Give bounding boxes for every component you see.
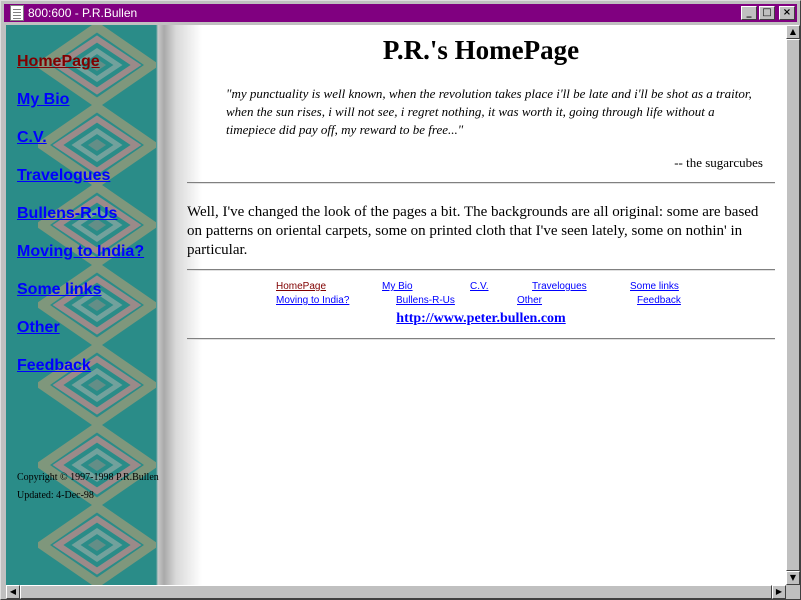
vertical-scrollbar[interactable] (786, 25, 800, 585)
arrow-down-icon[interactable]: ▼ (786, 571, 800, 585)
footer-link-other[interactable]: Other (517, 295, 543, 306)
intro-paragraph: Well, I've changed the look of the pages a bit. The backgrounds are all original: some are based on patterns on oriental carpets, some on printed cloth that I've seen lately, some on nothin' in particular. (187, 204, 759, 258)
title-bar[interactable] (4, 4, 797, 22)
quote-text: "my punctuality is well known, when the revolution takes place i'll be late and i'll be shot as a traitor, when the sun rises, i will not see, i regret nothing, it was worth it, going through life without a timepiece did pay off, my reward to be free..." (226, 86, 752, 137)
arrow-left-icon[interactable]: ◀ (6, 585, 20, 599)
horizontal-scrollbar[interactable] (6, 585, 786, 599)
horizontal-scroll-thumb[interactable] (20, 585, 772, 599)
vertical-scroll-thumb[interactable] (786, 39, 800, 571)
footer-link-feedback[interactable]: Feedback (637, 295, 681, 306)
window-controls (741, 6, 795, 20)
maximize-button[interactable]: □ (759, 6, 775, 20)
minimize-button[interactable]: _ (741, 6, 757, 20)
close-button[interactable]: × (779, 6, 795, 20)
footer-link-bullens-r-us[interactable]: Bullens-R-Us (396, 295, 455, 306)
sidebar-item-bullens-r-us[interactable]: Bullens-R-Us (17, 205, 118, 222)
footer-link-moving-to-india[interactable]: Moving to India? (276, 295, 350, 306)
page-title: P.R.'s HomePage (382, 35, 580, 65)
footer-link-my-bio[interactable]: My Bio (382, 281, 413, 292)
sidebar-item-travelogues[interactable]: Travelogues (17, 167, 111, 184)
sidebar-item-feedback[interactable]: Feedback (17, 357, 91, 374)
sidebar-item-other[interactable]: Other (17, 319, 60, 336)
footer-link-homepage[interactable]: HomePage (276, 281, 327, 292)
document-icon (10, 5, 24, 21)
page-viewport (6, 25, 786, 585)
main-content (187, 25, 775, 585)
sidebar-item-homepage[interactable]: HomePage (17, 53, 100, 70)
sidebar-footer (17, 469, 159, 505)
window-title: 800:600 - P.R.Bullen (28, 6, 138, 20)
homepage-url-link[interactable]: http://www.peter.bullen.com (396, 311, 566, 326)
divider (187, 182, 775, 184)
arrow-right-icon[interactable]: ▶ (772, 585, 786, 599)
footer-link-cv[interactable]: C.V. (470, 281, 489, 292)
sidebar-nav (17, 53, 167, 395)
sidebar-item-some-links[interactable]: Some links (17, 281, 102, 298)
arrow-up-icon[interactable]: ▲ (786, 25, 800, 39)
footer-link-some-links[interactable]: Some links (630, 281, 679, 292)
footer-link-travelogues[interactable]: Travelogues (532, 281, 587, 292)
sidebar-item-cv[interactable]: C.V. (17, 129, 47, 146)
sidebar-item-moving-to-india[interactable]: Moving to India? (17, 243, 145, 260)
copyright-text: Copyright © 1997-1998 P.R.Bullen (17, 472, 159, 483)
divider (187, 338, 775, 340)
sidebar-item-my-bio[interactable]: My Bio (17, 91, 70, 108)
updated-text: Updated: 4-Dec-98 (17, 490, 94, 501)
divider (187, 269, 775, 271)
scrollbar-corner (786, 585, 800, 599)
quote-attribution: -- the sugarcubes (674, 155, 763, 170)
